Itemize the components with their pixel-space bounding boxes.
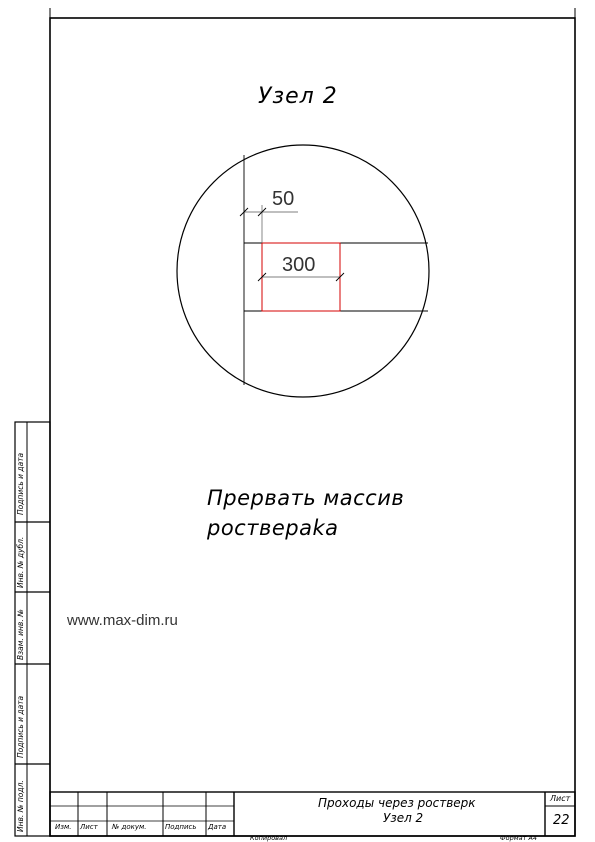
side-stamp-inv-podl: Инв. № подл. [16,780,25,832]
dimension-300-label: 300 [282,254,316,276]
tb-col-data: Дата [208,823,227,831]
tb-copied-label: Копировал [250,834,288,842]
side-stamp-podpis-data-1: Подпись и дата [16,452,25,515]
tb-col-podpis: Подпись [165,823,197,831]
side-stamp-inv-dubl: Инв. № дубл. [16,536,25,588]
tb-sheet-number: 22 [553,813,570,828]
detail-title: Узел 2 [258,84,338,109]
tb-doc-subtitle: Узел 2 [383,811,424,825]
note-line-2: роствераka [207,516,339,540]
dimension-50-label: 50 [272,188,295,210]
tb-col-dokum: № докум. [112,823,147,831]
drawing-note [207,483,404,543]
tb-format-label: Формат А4 [500,834,538,842]
side-stamp-vzam-inv: Взам. инв. № [16,609,25,660]
side-stamp-podpis-data-2: Подпись и дата [16,695,25,758]
watermark-url: www.max-dim.ru [67,612,178,629]
note-line-1: Прервать массив [207,486,405,510]
tb-col-izm: Изм. [55,823,72,831]
frame-border [50,18,575,836]
tb-sheet-label: Лист [550,794,571,803]
tb-col-list: Лист [80,823,98,831]
tb-doc-title: Проходы через ростверк [318,796,476,810]
